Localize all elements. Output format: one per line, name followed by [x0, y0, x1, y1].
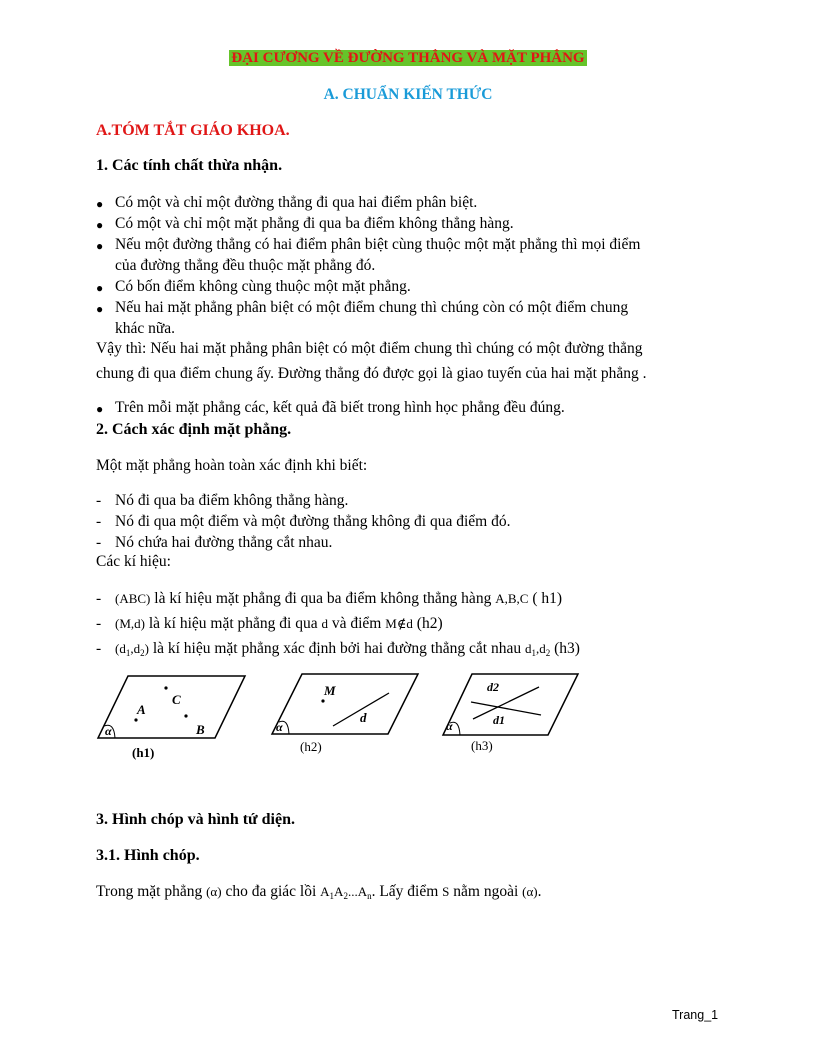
list-item: Nó chứa hai đường thẳng cắt nhau. — [115, 534, 333, 551]
bullet-icon: ● — [96, 281, 104, 295]
bullet-icon: ● — [96, 402, 104, 416]
label-m: M — [324, 683, 336, 698]
page-title: ĐẠI CƯƠNG VỀ ĐƯỜNG THẲNG VÀ MẶT PHẲNG — [231, 50, 585, 66]
point-m — [321, 699, 324, 702]
alpha-label: α — [276, 720, 283, 734]
paragraph: Một mặt phẳng hoàn toàn xác định khi biết: — [96, 457, 368, 474]
s3-subheading: 3.1. Hình chóp. — [96, 847, 200, 864]
list-item: Có bốn điểm không cùng thuộc một mặt phẳng. — [115, 278, 411, 295]
bullet-icon: ● — [96, 197, 104, 211]
list-item: Nó đi qua một điểm và một đường thẳng không đi qua điểm đó. — [115, 513, 511, 530]
dash-marker: - — [96, 615, 102, 632]
paragraph: Vậy thì: Nếu hai mặt phẳng phân biệt có một điểm chung thì chúng có một đường thẳng — [96, 340, 643, 357]
dash-marker: - — [96, 513, 102, 530]
figure-h1 — [98, 676, 245, 760]
line-d1 — [471, 702, 541, 715]
line-d2 — [473, 687, 539, 719]
label-d2: d2 — [487, 680, 499, 694]
paragraph: chung đi qua điểm chung ấy. Đường thẳng đó được gọi là giao tuyến của hai mặt phẳng . — [96, 365, 647, 382]
paragraph: Trong mặt phẳng (α) cho đa giác lồi $A_1A_2...A_n$. Lấy điểm S nằm ngoài (α). — [96, 883, 542, 901]
plane-h3 — [443, 674, 578, 735]
list-item: Nếu hai mặt phẳng phân biệt có một điểm chung thì chúng còn có một điểm chung — [115, 299, 629, 316]
dash-marker: - — [96, 534, 102, 551]
page-subtitle: A. CHUẨN KIẾN THỨC — [323, 86, 493, 103]
list-item: Có một và chỉ một đường thẳng đi qua hai điểm phân biệt. — [115, 194, 478, 211]
s1-heading: 1. Các tính chất thừa nhận. — [96, 157, 283, 174]
label-a: A — [137, 702, 146, 717]
notation-item-3: $(d_1,d_2)$ là kí hiệu mặt phẳng xác định bởi hai đường thẳng cắt nhau $d_1,d_2$ (h3) — [115, 640, 580, 658]
notation-item-1: (ABC) là kí hiệu mặt phẳng đi qua ba điểm không thẳng hàng A,B,C ( h1) — [115, 590, 563, 607]
list-item-cont: khác nữa. — [115, 320, 176, 337]
figures — [0, 660, 816, 770]
caption-h2: (h2) — [300, 739, 322, 754]
figure-h3 — [443, 674, 578, 753]
list-item: Có một và chỉ một mặt phẳng đi qua ba điểm không thẳng hàng. — [115, 215, 514, 232]
list-item: Nó đi qua ba điểm không thẳng hàng. — [115, 492, 349, 509]
list-item: Trên mỗi mặt phẳng các, kết quả đã biết trong hình học phẳng đều đúng. — [115, 399, 565, 416]
label-d: d — [360, 710, 367, 725]
figure-h2 — [272, 674, 418, 754]
list-item: Nếu một đường thẳng có hai điểm phân biệt cùng thuộc một mặt phẳng thì mọi điểm — [115, 236, 641, 253]
alpha-label: α — [105, 724, 112, 738]
notation-label: Các kí hiệu: — [96, 553, 171, 570]
point-c — [164, 686, 167, 689]
page-number: Trang_1 — [672, 1008, 719, 1022]
label-c: C — [172, 692, 181, 707]
plane-h2 — [272, 674, 418, 734]
dash-marker: - — [96, 492, 102, 509]
notation-item-2: (M,d) là kí hiệu mặt phẳng đi qua d và điểm M∉d (h2) — [115, 615, 443, 632]
point-a — [134, 718, 137, 721]
s2-heading: 2. Cách xác định mặt phẳng. — [96, 421, 292, 438]
plane-h1 — [98, 676, 245, 738]
caption-h1: (h1) — [132, 745, 155, 760]
s3-heading: 3. Hình chóp và hình tứ diện. — [96, 811, 295, 828]
list-item-cont: của đường thẳng đều thuộc mặt phẳng đó. — [115, 257, 376, 274]
bullet-icon: ● — [96, 302, 104, 316]
section-a-heading: A.TÓM TẮT GIÁO KHOA. — [96, 122, 290, 139]
label-b: B — [196, 722, 205, 737]
point-b — [184, 714, 187, 717]
dash-marker: - — [96, 640, 102, 657]
dash-marker: - — [96, 590, 102, 607]
bullet-icon: ● — [96, 239, 104, 253]
alpha-label: α — [446, 719, 453, 733]
label-d1: d1 — [493, 713, 505, 727]
bullet-icon: ● — [96, 218, 104, 232]
caption-h3: (h3) — [471, 738, 493, 753]
